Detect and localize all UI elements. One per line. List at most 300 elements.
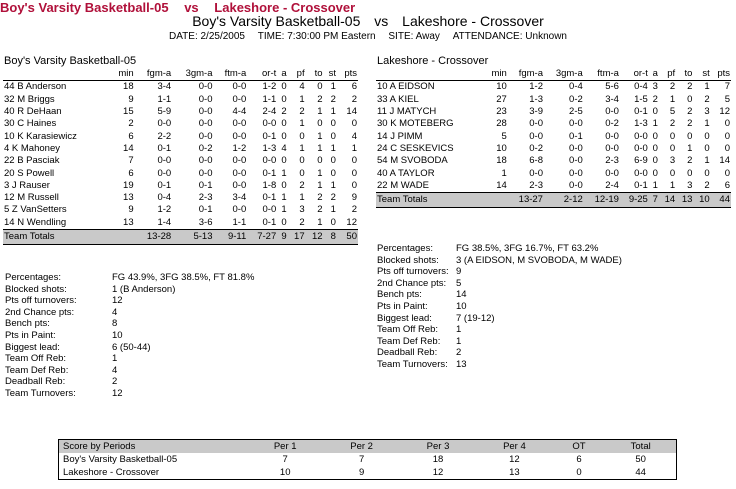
stat-cell: 12 — [346, 216, 357, 228]
stat-label: Pts off turnovers: — [377, 266, 449, 278]
player-row — [3, 155, 358, 167]
stat-cell: 2 — [317, 192, 323, 204]
stat-cell: 0 — [652, 106, 658, 118]
stat-cell: 0 — [724, 167, 730, 179]
total-cell — [110, 229, 135, 244]
player-name: 32 M Briggs — [4, 93, 55, 105]
stat-cell: 2-3 — [529, 179, 543, 191]
stat-label: Pts off turnovers: — [5, 295, 77, 307]
stat-cell: 0-0 — [198, 106, 213, 118]
stat-cell: 2 — [687, 106, 693, 118]
stat-cell: 1-1 — [262, 93, 277, 105]
stat-cell: 4-4 — [232, 106, 247, 118]
stat-cell: 0-1 — [569, 130, 583, 142]
player-name: 54 M SVOBODA — [377, 155, 448, 167]
stat-row — [5, 307, 305, 319]
stat-cell: 0-0 — [157, 167, 172, 179]
team-totals-row — [376, 192, 731, 207]
total-cell: 9-11 — [214, 229, 248, 244]
stat-cell: 1-2 — [262, 81, 277, 93]
stat-cell: 14 — [346, 106, 357, 118]
player-row — [376, 81, 731, 94]
stat-label: Biggest lead: — [377, 312, 432, 324]
stat-cell: 0 — [652, 167, 658, 179]
stat-cell: 5 — [501, 130, 507, 142]
stat-cell: 3 — [299, 204, 305, 216]
stat-cell: 6 — [128, 130, 134, 142]
home-team-name: Boy's Varsity Basketball-05 — [4, 55, 137, 67]
stat-cell: 1 — [317, 130, 323, 142]
stat-label: Team Turnovers: — [377, 358, 448, 370]
team-totals-label: Team Totals — [376, 192, 484, 207]
stat-cell: 10 — [496, 81, 507, 93]
stat-cell: 1 — [281, 192, 287, 204]
stat-cell: 2 — [330, 192, 336, 204]
column-header-st: st — [702, 68, 710, 80]
stat-cell: 1 — [669, 179, 676, 191]
stat-cell: 0 — [317, 155, 323, 167]
stat-value: FG 38.5%, 3FG 16.7%, FT 63.2% — [456, 243, 599, 254]
total-cell: 13 — [676, 192, 693, 207]
score-header-cell: Per 4 — [503, 441, 526, 452]
player-row — [376, 106, 731, 118]
stat-cell: 1 — [351, 142, 357, 154]
stat-cell: 3 — [704, 106, 710, 118]
stat-cell: 1 — [299, 93, 305, 105]
stat-cell: 10 — [496, 142, 507, 154]
stat-cell: 19 — [123, 179, 134, 191]
box-header-row — [3, 68, 358, 81]
score-cell: 7 — [282, 454, 288, 465]
player-name: 3 J Rauser — [4, 179, 50, 191]
stat-cell: 0 — [351, 155, 357, 167]
player-name: 22 M WADE — [377, 179, 429, 191]
stat-cell: 0 — [687, 167, 693, 179]
total-cell: 7-27 — [247, 229, 277, 244]
stat-value: 14 — [456, 289, 467, 301]
stat-cell: 12 — [719, 106, 730, 118]
away-team-stats — [377, 243, 677, 371]
stat-cell: 0-0 — [262, 118, 277, 130]
stat-row — [5, 284, 305, 296]
stat-cell: 2-3 — [605, 155, 619, 167]
total-cell: 7 — [649, 192, 659, 207]
stat-cell: 1 — [330, 204, 336, 216]
stat-cell: 5 — [724, 93, 730, 105]
player-name: 40 R DeHaan — [4, 106, 62, 118]
stat-cell: 3 — [687, 179, 693, 191]
player-row — [376, 155, 731, 167]
stat-value: 4 — [112, 306, 118, 318]
stat-cell: 0-1 — [634, 179, 648, 191]
player-row — [3, 94, 358, 106]
stat-cell: 1-1 — [157, 93, 172, 105]
player-row — [376, 180, 731, 193]
stat-cell: 6 — [724, 179, 730, 191]
stat-cell: 0 — [317, 118, 323, 130]
stat-cell: 1-2 — [529, 81, 543, 93]
column-header-or-t: or-t — [633, 68, 648, 80]
stat-cell: 23 — [496, 106, 507, 118]
player-name: 14 J PIMM — [377, 130, 423, 142]
stat-cell: 3-4 — [605, 93, 619, 105]
player-column-header — [3, 68, 110, 81]
stat-value: 4 — [112, 364, 118, 376]
player-name: 30 C Haines — [4, 118, 57, 130]
total-cell: 44 — [711, 192, 731, 207]
stat-cell: 9 — [128, 204, 134, 216]
stat-cell: 6 — [351, 81, 357, 93]
stat-cell: 0-0 — [157, 118, 172, 130]
stat-cell: 0 — [299, 155, 305, 167]
stat-row — [5, 330, 305, 342]
stat-cell: 2 — [299, 216, 305, 228]
stat-cell: 3-6 — [198, 216, 213, 228]
stat-value: 12 — [112, 295, 123, 307]
stat-cell: 2 — [652, 93, 658, 105]
column-header-ftm-a: ftm-a — [597, 68, 619, 80]
stat-cell: 0 — [281, 155, 287, 167]
player-name: 12 M Russell — [4, 192, 59, 204]
stat-cell: 28 — [496, 118, 507, 130]
stat-cell: 0 — [687, 130, 693, 142]
stat-cell: 1 — [669, 93, 676, 105]
stat-row — [377, 347, 677, 359]
stat-cell: 0-0 — [529, 167, 543, 179]
score-cell: 7 — [358, 454, 365, 465]
stat-value: 1 — [456, 324, 462, 336]
score-header-cell: Per 3 — [426, 441, 450, 452]
game-time: TIME: 7:30:00 PM Eastern — [257, 31, 376, 42]
stat-cell: 14 — [496, 179, 507, 191]
score-header-row — [59, 440, 677, 454]
score-header-cell: Score by Periods — [63, 441, 136, 452]
stat-row — [377, 289, 677, 301]
stat-cell: 2 — [669, 118, 676, 130]
score-row — [59, 466, 677, 480]
total-cell: 9-25 — [620, 192, 649, 207]
player-name: 44 B Anderson — [4, 81, 67, 93]
stat-label: Pts in Paint: — [5, 329, 56, 341]
column-header-to: to — [684, 68, 693, 80]
score-by-periods — [58, 439, 677, 480]
stat-cell: 0-0 — [569, 179, 583, 191]
stat-row — [377, 255, 677, 267]
stat-cell: 1 — [317, 167, 323, 179]
stat-cell: 2 — [299, 179, 305, 191]
stat-cell: 4 — [299, 81, 305, 93]
score-header-cell: OT — [572, 441, 586, 452]
player-name: 40 A TAYLOR — [377, 167, 435, 179]
column-header-pf: pf — [296, 68, 305, 80]
stat-cell: 1 — [317, 106, 323, 118]
stat-cell: 0 — [281, 179, 287, 191]
stat-row — [377, 266, 677, 278]
score-cell: 50 — [635, 454, 646, 465]
stat-cell: 1-8 — [262, 179, 277, 191]
stat-cell: 15 — [123, 106, 134, 118]
stat-cell: 0-1 — [262, 167, 277, 179]
player-row — [3, 167, 358, 179]
stat-value: 8 — [112, 318, 118, 330]
matchup-vs: vs — [374, 13, 389, 29]
total-cell: 9 — [277, 229, 287, 244]
stat-cell: 2-2 — [157, 130, 172, 142]
column-header-a: a — [281, 68, 287, 80]
stat-cell: 0-1 — [198, 179, 213, 191]
stat-cell: 7 — [724, 81, 730, 93]
player-name: 20 S Powell — [4, 167, 55, 179]
stat-cell: 0-0 — [634, 130, 648, 142]
stat-cell: 7 — [128, 155, 134, 167]
stat-cell: 9 — [351, 192, 357, 204]
matchup-heading — [0, 13, 736, 29]
column-header-a: a — [652, 68, 658, 80]
game-site: SITE: Away — [388, 31, 440, 42]
stat-cell: 3 — [669, 155, 676, 167]
stat-cell: 0 — [669, 167, 676, 179]
stat-cell: 1-5 — [634, 93, 648, 105]
player-row — [376, 94, 731, 106]
stat-cell: 9 — [128, 93, 134, 105]
column-header-3gm-a: 3gm-a — [185, 68, 213, 80]
player-name: 14 N Wendling — [4, 216, 67, 228]
stat-cell: 1 — [330, 81, 336, 93]
stat-cell: 14 — [719, 155, 730, 167]
stat-cell: 0 — [299, 167, 305, 179]
stat-cell: 0-2 — [198, 142, 213, 154]
stat-cell: 0-0 — [232, 179, 247, 191]
player-row — [376, 143, 731, 155]
player-column-header — [376, 68, 484, 81]
game-attendance: ATTENDANCE: Unknown — [452, 31, 567, 42]
score-cell: 12 — [432, 467, 444, 478]
total-cell: 5-13 — [172, 229, 213, 244]
stat-cell: 1 — [317, 142, 323, 154]
stat-value: 9 — [456, 266, 462, 278]
stat-cell: 4 — [281, 142, 287, 154]
stat-label: Team Def Reb: — [377, 335, 441, 347]
stat-label: Deadball Reb: — [5, 376, 66, 388]
stat-cell: 3 — [652, 81, 658, 93]
score-cell: 9 — [358, 467, 365, 478]
stat-row — [5, 388, 305, 400]
stat-cell: 1 — [704, 155, 710, 167]
stat-cell: 0-0 — [232, 81, 247, 93]
stat-cell: 0 — [281, 81, 287, 93]
stat-cell: 0-0 — [569, 155, 583, 167]
stat-cell: 0-0 — [634, 142, 648, 154]
title-vs: vs — [184, 0, 199, 15]
total-cell: 13-27 — [508, 192, 544, 207]
stat-cell: 0 — [704, 167, 710, 179]
matchup-away: Lakeshore - Crossover — [402, 13, 544, 29]
stat-cell: 1 — [687, 142, 693, 154]
stat-cell: 0-0 — [198, 167, 213, 179]
score-cell: 18 — [432, 454, 444, 465]
stat-cell: 0-2 — [569, 93, 583, 105]
stat-label: Team Def Reb: — [5, 364, 69, 376]
stat-value: 1 — [456, 335, 462, 347]
stat-value: 2 — [456, 347, 462, 359]
stat-cell: 2 — [317, 204, 323, 216]
stat-cell: 1-4 — [157, 216, 172, 228]
stat-label: Percentages: — [377, 243, 433, 254]
stat-cell: 2 — [351, 93, 357, 105]
stat-cell: 0-0 — [262, 204, 277, 216]
stat-cell: 0-4 — [634, 81, 648, 93]
player-name: 5 Z VanSetters — [4, 204, 67, 216]
stat-cell: 0-4 — [569, 81, 583, 93]
stat-cell: 0 — [330, 130, 336, 142]
title-home-team: Boy's Varsity Basketball-05 — [0, 0, 169, 15]
player-row — [3, 118, 358, 130]
stat-cell: 0 — [652, 130, 658, 142]
stat-cell: 1 — [299, 192, 305, 204]
stat-cell: 0-0 — [198, 130, 213, 142]
stat-cell: 1 — [652, 118, 658, 130]
stat-cell: 0-0 — [232, 118, 247, 130]
stat-row — [5, 342, 305, 354]
stat-row — [5, 295, 305, 307]
stat-cell: 1 — [330, 179, 336, 191]
stat-cell: 5-6 — [605, 81, 619, 93]
stat-cell: 0-0 — [232, 130, 247, 142]
stat-cell: 0-0 — [569, 167, 583, 179]
stat-cell: 6-9 — [634, 155, 648, 167]
stat-cell: 0 — [704, 142, 710, 154]
score-cell: 6 — [576, 454, 582, 465]
player-name: 33 A KIEL — [377, 93, 419, 105]
stat-cell: 2 — [704, 93, 710, 105]
stat-cell: 0-2 — [605, 118, 619, 130]
stat-cell: 18 — [123, 81, 134, 93]
stat-cell: 0-0 — [157, 155, 172, 167]
stat-value: 10 — [112, 329, 123, 341]
column-header-pts: pts — [344, 68, 357, 80]
stat-cell: 2 — [669, 81, 676, 93]
stat-cell: 0-0 — [232, 155, 247, 167]
stat-cell: 14 — [123, 142, 134, 154]
player-name: 22 B Pasciak — [4, 155, 60, 167]
total-cell: 12 — [306, 229, 324, 244]
stat-cell: 0-0 — [569, 118, 583, 130]
stat-label: Team Turnovers: — [5, 387, 76, 399]
stat-cell: 0 — [351, 167, 357, 179]
player-name: 30 K MOTEBERG — [377, 118, 454, 130]
stat-label: Biggest lead: — [5, 341, 60, 353]
column-header-pts: pts — [717, 68, 730, 80]
player-name: 24 C SESKEVICS — [377, 143, 454, 155]
stat-cell: 1 — [299, 118, 305, 130]
stat-label: 2nd Chance pts: — [377, 277, 447, 289]
away-box-score — [376, 68, 731, 208]
score-header-cell: Per 1 — [273, 441, 297, 452]
player-row — [376, 118, 731, 130]
column-header-st: st — [328, 68, 336, 80]
stat-cell: 0-0 — [634, 167, 648, 179]
stat-cell: 0-1 — [262, 130, 277, 142]
box-header-row — [376, 68, 731, 81]
stat-label: Deadball Reb: — [377, 347, 438, 359]
stat-value: 1 — [112, 353, 118, 365]
score-header-cell: Per 2 — [350, 441, 373, 452]
total-cell: 13-28 — [135, 229, 173, 244]
stat-cell: 1 — [330, 106, 336, 118]
player-name: 4 K Mahoney — [4, 142, 60, 154]
stat-cell: 0-0 — [232, 93, 247, 105]
player-row — [3, 217, 358, 230]
stat-cell: 0 — [330, 216, 336, 228]
stat-cell: 1 — [317, 216, 323, 228]
stat-cell: 0-1 — [262, 216, 277, 228]
stat-cell: 0 — [281, 118, 287, 130]
matchup-home: Boy's Varsity Basketball-05 — [192, 13, 361, 29]
stat-cell: 0 — [281, 216, 287, 228]
stat-cell: 2 — [317, 93, 323, 105]
column-header-pf: pf — [667, 68, 676, 80]
stat-cell: 1-3 — [634, 118, 648, 130]
total-cell: 50 — [337, 229, 358, 244]
game-info — [0, 31, 736, 42]
stat-cell: 0 — [687, 93, 693, 105]
total-cell — [484, 192, 508, 207]
player-name: 10 K Karasiewicz — [4, 130, 77, 142]
column-header-min: min — [118, 68, 134, 80]
stat-value: 5 — [456, 277, 462, 289]
player-row — [3, 130, 358, 142]
stat-cell: 1 — [704, 81, 710, 93]
stat-cell: 2-4 — [262, 106, 277, 118]
stat-label: Blocked shots: — [5, 283, 67, 295]
stat-cell: 0-0 — [605, 106, 619, 118]
stat-label: Team Off Reb: — [377, 324, 439, 336]
stat-cell: 5-9 — [157, 106, 172, 118]
stat-cell: 1 — [299, 142, 305, 154]
column-header-min: min — [491, 68, 507, 80]
stat-row — [5, 376, 305, 388]
stat-cell: 2 — [128, 118, 134, 130]
stat-label: Blocked shots: — [377, 254, 439, 266]
stat-cell: 0 — [330, 118, 336, 130]
stat-cell: 1 — [281, 167, 287, 179]
stat-cell: 1-2 — [157, 204, 172, 216]
stat-row — [377, 243, 677, 255]
stat-row — [377, 301, 677, 313]
stat-value: 10 — [456, 300, 467, 312]
stat-cell: 0 — [330, 155, 336, 167]
stat-cell: 0 — [669, 142, 676, 154]
score-cell: 12 — [509, 454, 520, 465]
stat-row — [5, 318, 305, 330]
score-team-name: Boy's Varsity Basketball-05 — [63, 454, 178, 465]
player-row — [376, 167, 731, 179]
total-cell: 2-12 — [544, 192, 584, 207]
stat-cell: 0-0 — [232, 204, 247, 216]
player-name: 11 J MATYCH — [377, 106, 437, 118]
stat-cell: 0-0 — [529, 130, 543, 142]
total-cell: 8 — [324, 229, 337, 244]
stat-cell: 0 — [724, 118, 730, 130]
stat-cell: 13 — [123, 192, 134, 204]
stat-cell: 0-0 — [605, 167, 619, 179]
stat-value: 2 — [112, 376, 118, 388]
stat-cell: 1-1 — [232, 216, 247, 228]
total-cell: 12-19 — [584, 192, 620, 207]
stat-label: Team Off Reb: — [5, 353, 67, 365]
stat-cell: 2 — [299, 106, 305, 118]
stat-cell: 0-0 — [198, 93, 213, 105]
